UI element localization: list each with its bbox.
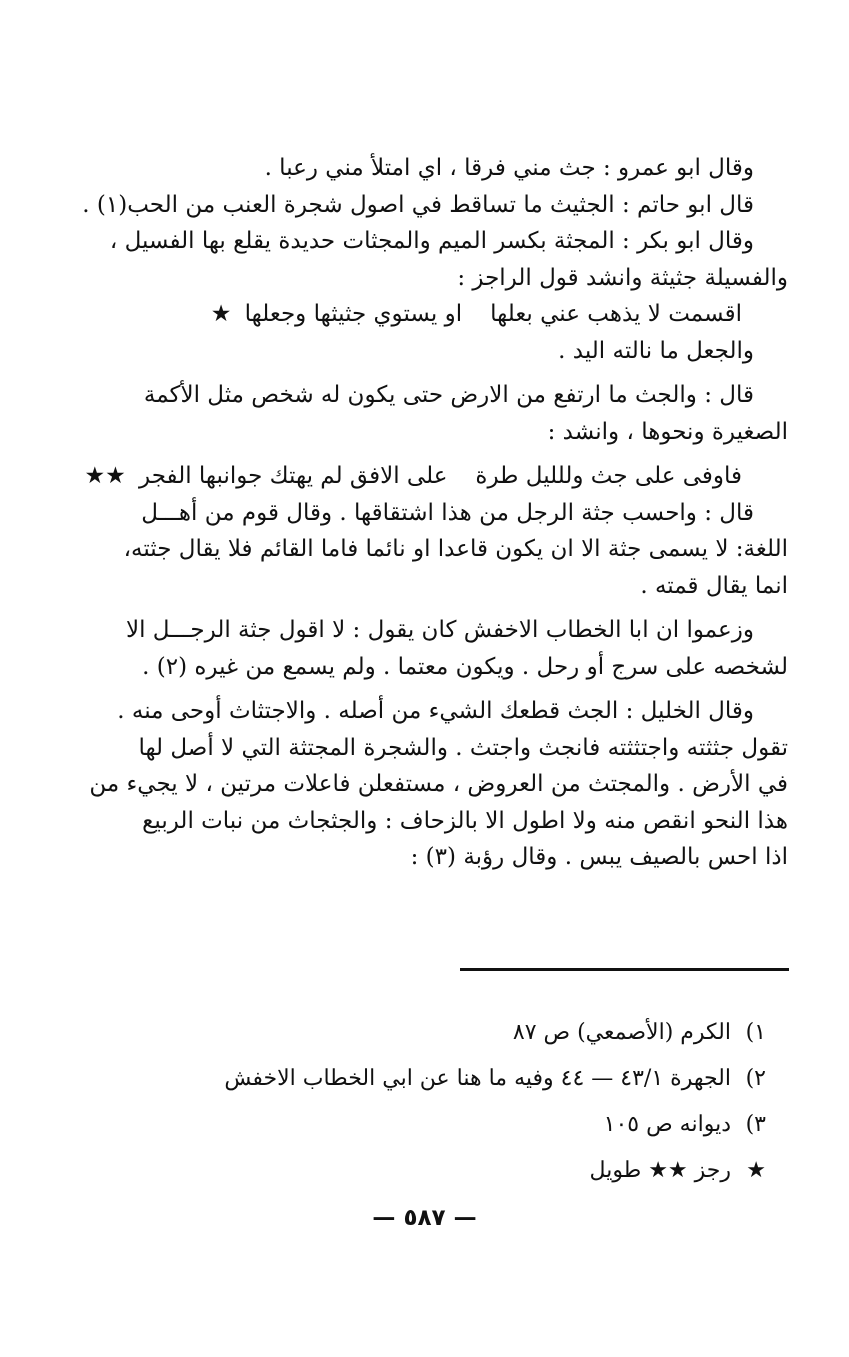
text-line: وقال ابو بكر : المجثة بكسر الميم والمجثات حديدة يقلع بها الفسيل ، [109,228,754,254]
footnote-divider [460,968,789,971]
footnote [140,1148,766,1194]
text-line: اللغة: لا يسمى جثة الا ان يكون قاعدا او نائما فاما القائم فلا يقال جثته، [123,536,788,562]
text-line: والفسيلة جثيثة وانشد قول الراجز : [457,264,788,291]
footnote-text: ديوانه ص ١٠٥ [603,1112,731,1137]
star-marker: ★★ [84,463,126,489]
verse-hemistich: او يستوي جثيثها وجعلها ★ [210,301,463,327]
verse-hemistich: فاوفى على جث وللليل طرة [475,463,742,489]
verse-hemistich: على الافق لم يهتك جوانبها الفجر ★★ [84,463,448,489]
text-line: الصغيرة ونحوها ، وانشد : [547,418,788,445]
star-marker: ★ [210,301,232,327]
text-line: وقال ابو عمرو : جث مني فرقا ، اي امتلأ مني رعبا . [264,155,754,181]
text-line: قال : واحسب جثة الرجل من هذا اشتقاقها . وقال قوم من أهـــل [141,499,754,526]
page-number: — ٥٨٧ — [372,1205,477,1231]
footnote-number: ١) [745,1020,766,1045]
body-text [82,150,788,876]
footnote-number: ٣) [745,1112,766,1137]
text-line: انما يقال قمته . [640,572,788,599]
verse-line [120,296,788,333]
footnote-text: الجهرة ٤٣/١ — ٤٤ وفيه ما هنا عن ابي الخطاب الاخفش [224,1066,731,1091]
footnote-text: رجز ★★ طويل [589,1158,731,1183]
verse-hemistich: اقسمت لا يذهب عني بعلها [490,301,742,327]
footnote-number: ٢) [745,1066,766,1091]
footnotes [140,1010,766,1194]
verse-note: والجعل ما نالته اليد . [558,337,754,364]
text-line: هذا النحو انقص منه ولا اطول الا بالزحاف : والجثجاث من نبات الربيع [142,807,788,834]
text-line: لشخصه على سرج أو رحل . ويكون معتما . ولم يسمع من غيره (٢) . [142,653,788,680]
text-line: وقال الخليل : الجث قطعك الشيء من أصله . والاجتثاث أوحى منه . [117,698,754,724]
text-line: وزعموا ان ابا الخطاب الاخفش كان يقول : لا اقول جثة الرجـــل الا [125,617,754,643]
verse-line [84,458,788,495]
text-line: تقول جثثته واجتثثته فانجث واجتث . والشجرة المجتثة التي لا أصل لها [138,734,788,761]
text-line: قال : والجث ما ارتفع من الارض حتى يكون له شخص مثل الأكمة [143,382,754,408]
footnote [140,1010,766,1056]
text-line: قال ابو حاتم : الجثيث ما تساقط في اصول شجرة العنب من الحب(١) . [82,191,754,218]
footnote [140,1102,766,1148]
text-line: في الأرض . والمجتث من العروض ، مستفعلن فاعلات مرتين ، لا يجيء من [89,771,788,797]
footnote [140,1056,766,1102]
text-line: اذا احس بالصيف يبس . وقال رؤبة (٣) : [410,844,788,870]
footnote-number: ★ [746,1158,766,1183]
footnote-text: الكرم (الأصمعي) ص ٨٧ [512,1020,731,1045]
